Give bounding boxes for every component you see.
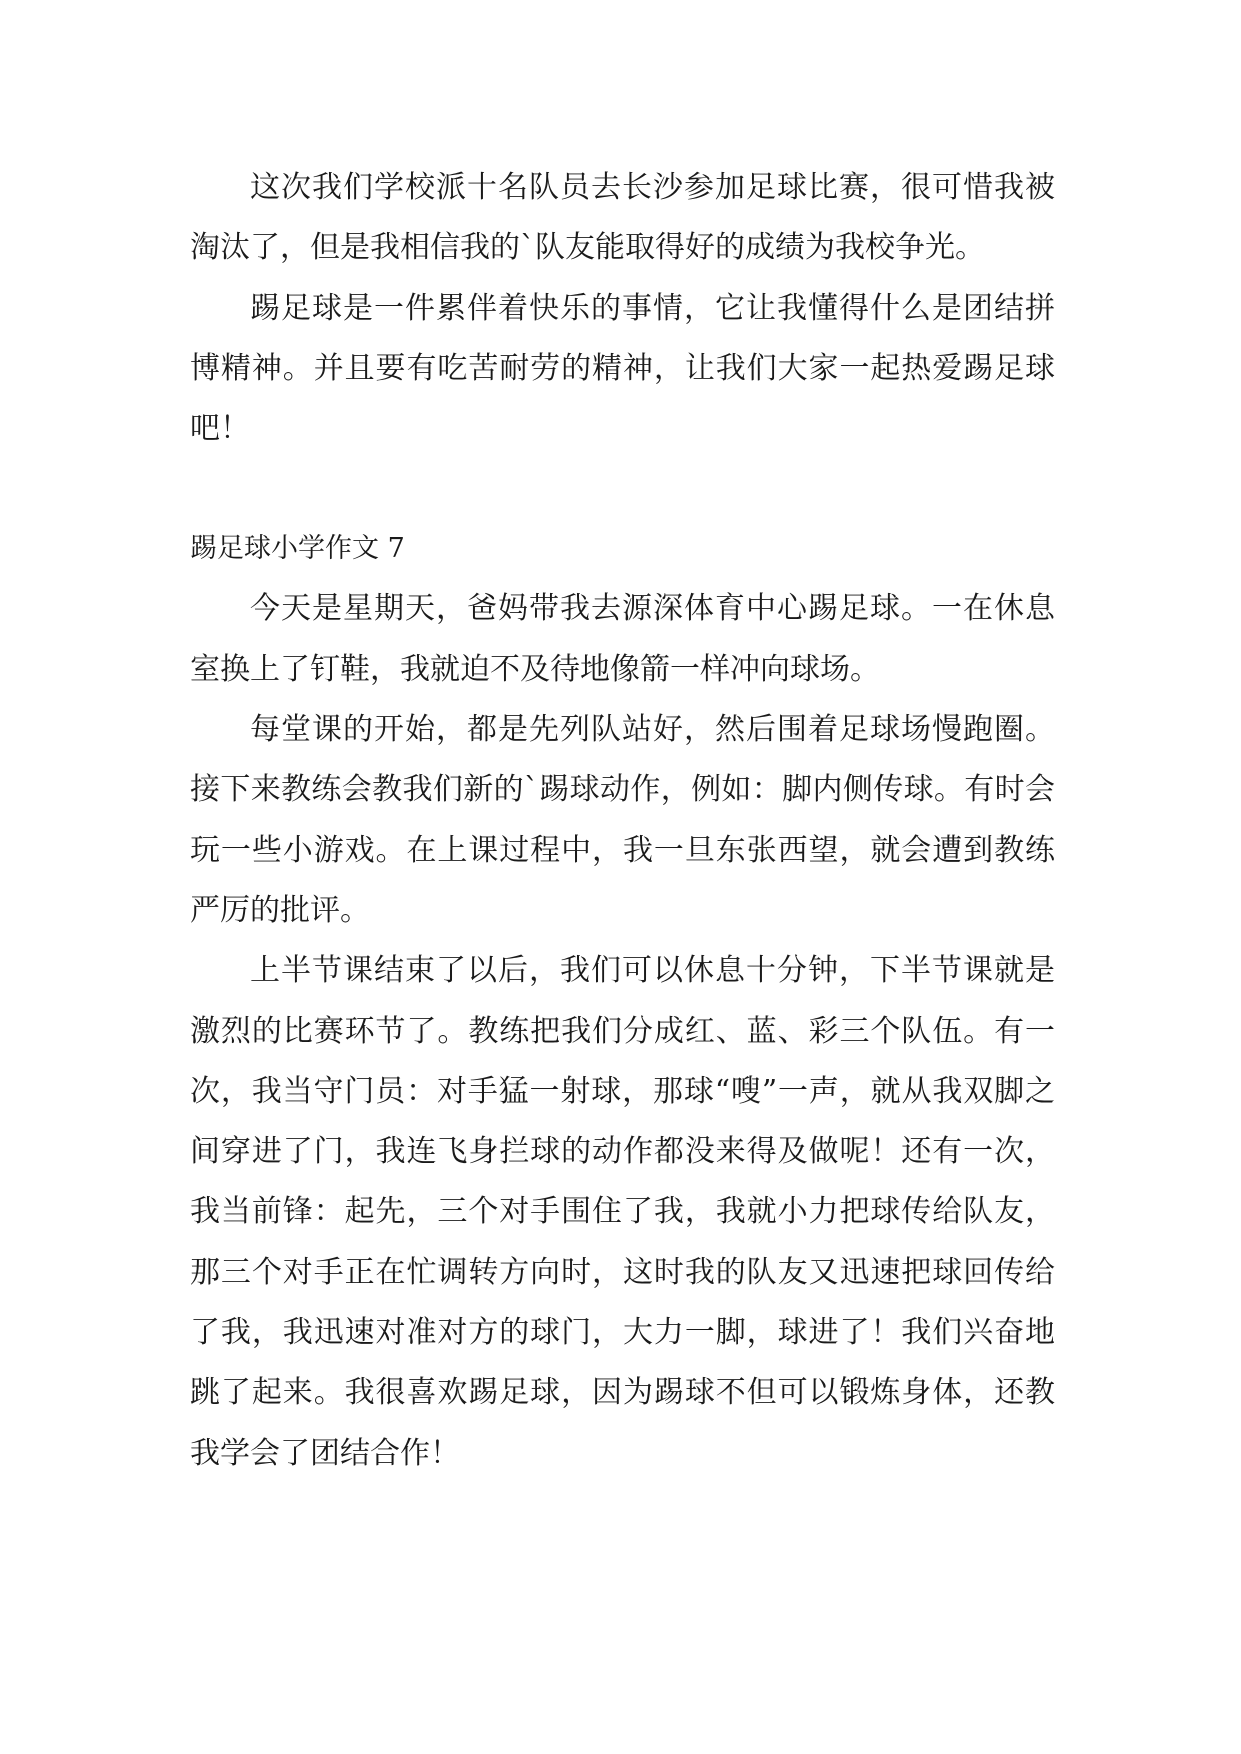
paragraph: 今天是星期天，爸妈带我去源深体育中心踢足球。一在休息室换上了钉鞋，我就迫不及待地像箭一样冲向球场。 [190, 591, 1055, 687]
paragraph: 踢足球是一件累伴着快乐的事情，它让我懂得什么是团结拼博精神。并且要有吃苦耐劳的精神，让我们大家一起热爱踢足球吧！ [190, 290, 1055, 447]
paragraph: 每堂课的开始，都是先列队站好，然后围着足球场慢跑圈。接下来教练会教我们新的`踢球动作，例如：脚内侧传球。有时会玩一些小游戏。在上课过程中，我一旦东张西望，就会遭到教练严厉的批评。 [190, 712, 1055, 928]
paragraph: 这次我们学校派十名队员去长沙参加足球比赛，很可惜我被淘汰了，但是我相信我的`队友能取得好的成绩为我校争光。 [190, 170, 1055, 266]
paragraph: 上半节课结束了以后，我们可以休息十分钟，下半节课就是激烈的比赛环节了。教练把我们分成红、蓝、彩三个队伍。有一次，我当守门员：对手猛一射球，那球“嗖”一声，就从我双脚之间穿进了门，我连飞身拦球的动作都没来得及做呢！还有一次，我当前锋：起先，三个对手围住了我，我就小力把球传给队友，那三个对手正在忙调转方向时，这时我的队友又迅速把球回传给了我，我迅速对准对方的球门，大力一脚，球进了！我们兴奋地跳了起来。我很喜欢踢足球，因为踢球不但可以锻炼身体，还教我学会了团结合作！ [190, 953, 1055, 1471]
document-page [190, 158, 1055, 1484]
section-gap [190, 459, 1055, 519]
section-title: 踢足球小学作文 7 [190, 533, 405, 565]
